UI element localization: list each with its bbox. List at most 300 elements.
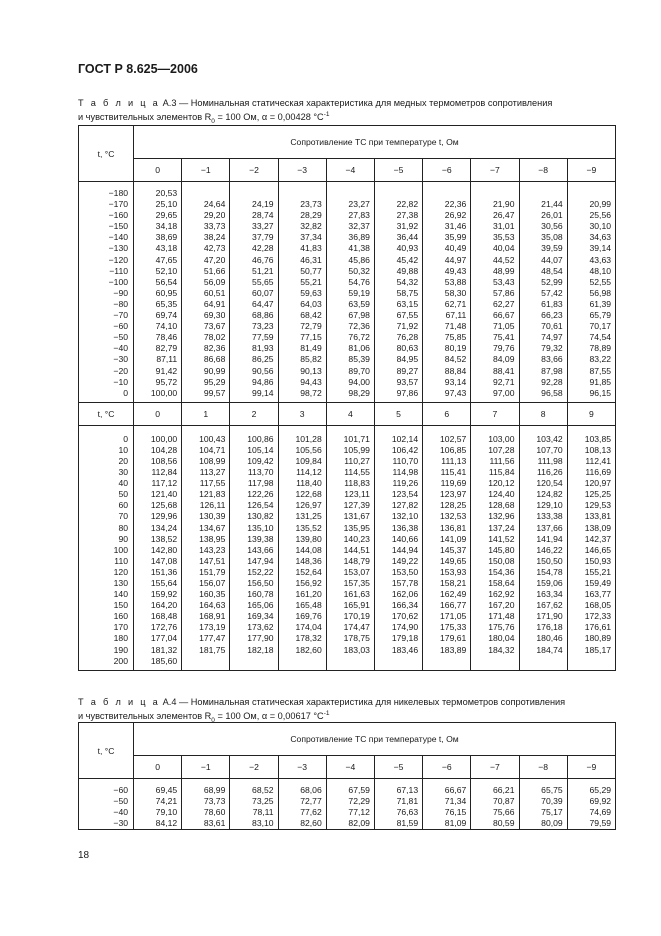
resistance-value: 69,30 — [203, 310, 226, 321]
header-row — [79, 723, 616, 756]
resistance-value: 35,08 — [541, 232, 563, 243]
resistance-column — [182, 779, 230, 830]
resistance-value: 48,10 — [589, 265, 612, 276]
column-label: −1 — [182, 159, 230, 182]
column-label: 1 — [182, 402, 230, 425]
resistance-value: 84,95 — [396, 354, 419, 365]
resistance-value: 103,42 — [536, 433, 563, 444]
resistance-value: 78,60 — [203, 807, 226, 818]
resistance-column — [230, 779, 278, 830]
resistance-value: 121,40 — [150, 489, 178, 500]
resistance-value: 59,19 — [348, 287, 370, 298]
resistance-column — [278, 779, 326, 830]
resistance-value: 22,82 — [396, 199, 419, 210]
resistance-value: 123,11 — [344, 489, 370, 500]
column-label: −1 — [182, 756, 230, 779]
table-a3-caption-line1: А.3 — Номинальная статическая характеристика для медных термометров сопротивления — [162, 98, 553, 108]
column-label: −8 — [519, 159, 567, 182]
resistance-column — [567, 182, 615, 403]
resistance-value: 65,79 — [589, 310, 612, 321]
temperature-value: 0 — [123, 433, 128, 444]
resistance-value: 184,74 — [536, 644, 563, 655]
resistance-value: 53,43 — [492, 276, 515, 287]
resistance-value: 96,15 — [589, 387, 612, 398]
resistance-value: 88,41 — [492, 365, 515, 376]
resistance-value: 27,38 — [396, 210, 419, 221]
resistance-value: 155,64 — [150, 578, 178, 588]
resistance-value: 119,26 — [392, 478, 419, 489]
resistance-column — [374, 779, 422, 830]
resistance-value: 79,76 — [492, 343, 515, 354]
resistance-value: 71,34 — [444, 796, 467, 807]
resistance-value: 108,13 — [584, 444, 612, 455]
resistance-value: 50,77 — [300, 265, 322, 276]
resistance-value: 154,36 — [488, 566, 515, 577]
resistance-value: 171,05 — [440, 611, 467, 622]
resistance-value: 105,99 — [343, 444, 370, 455]
column-labels-row — [79, 402, 616, 425]
resistance-value: 176,61 — [584, 622, 612, 633]
resistance-value: 147,08 — [150, 555, 178, 566]
resistance-value: 94,43 — [300, 376, 322, 387]
resistance-value: 141,52 — [488, 533, 515, 544]
resistance-value: 36,89 — [348, 232, 370, 243]
resistance-value: 87,55 — [589, 365, 612, 376]
table-a3-caption-line2: и чувствительных элементов R — [78, 112, 212, 123]
resistance-value: 66,23 — [541, 310, 563, 321]
resistance-column — [567, 779, 615, 830]
resistance-value: 173,19 — [199, 622, 226, 633]
resistance-value: 136,38 — [391, 522, 419, 533]
resistance-value: 162,49 — [440, 589, 467, 600]
temperature-value: −160 — [108, 210, 128, 221]
resistance-value: 143,66 — [247, 544, 274, 555]
resistance-value: 183,89 — [440, 644, 467, 655]
resistance-value: 174,04 — [295, 622, 322, 633]
resistance-value: 111,56 — [489, 455, 515, 466]
resistance-value: 80,59 — [492, 818, 515, 829]
resistance-value: 126,97 — [295, 500, 322, 511]
resistance-column — [278, 182, 326, 403]
resistance-value: 159,92 — [150, 589, 178, 600]
page-number: 18 — [78, 850, 90, 861]
resistance-value: 111,13 — [441, 455, 467, 466]
resistance-value: 122,68 — [295, 489, 322, 500]
resistance-value: 153,93 — [440, 566, 467, 577]
resistance-column — [567, 425, 615, 670]
resistance-value: 145,37 — [440, 544, 467, 555]
resistance-value: 87,11 — [156, 354, 178, 365]
resistance-value: 120,97 — [584, 478, 612, 489]
resistance-value: 58,30 — [444, 287, 467, 298]
resistance-value: 104,28 — [150, 444, 178, 455]
temperature-value: −120 — [108, 254, 128, 265]
resistance-value: 116,26 — [537, 467, 563, 478]
resistance-value: 36,44 — [396, 232, 419, 243]
resistance-value: 95,29 — [203, 376, 226, 387]
resistance-value: 88,84 — [444, 365, 467, 376]
temperature-value: −20 — [113, 365, 128, 376]
resistance-value: 53,88 — [444, 276, 467, 287]
resistance-value: 180,46 — [536, 633, 563, 644]
resistance-value: 43,63 — [589, 254, 612, 265]
temperature-value: 130 — [113, 578, 128, 588]
resistance-value: 83,61 — [203, 818, 226, 829]
resistance-value: 77,15 — [300, 332, 322, 343]
resistance-value: 180,04 — [488, 633, 515, 644]
temperature-value: −60 — [113, 321, 128, 332]
resistance-value: 48,99 — [492, 265, 515, 276]
resistance-value: 29,20 — [203, 210, 226, 221]
resistance-value: 93,14 — [444, 376, 467, 387]
resistance-header: Сопротивление ТС при температуре t, Ом — [134, 723, 616, 756]
resistance-value: 82,36 — [203, 343, 226, 354]
resistance-value: 24,64 — [203, 199, 226, 210]
resistance-value: 64,91 — [203, 298, 226, 309]
resistance-value: 46,76 — [252, 254, 274, 265]
resistance-value: 44,52 — [492, 254, 515, 265]
resistance-value: 62,27 — [492, 298, 515, 309]
resistance-value: 140,66 — [391, 533, 419, 544]
temperature-value: 80 — [118, 522, 128, 533]
column-labels-row — [79, 159, 616, 182]
column-label: 0 — [134, 756, 182, 779]
resistance-value: 71,92 — [396, 321, 419, 332]
resistance-value: 90,99 — [203, 365, 226, 376]
resistance-value: 38,24 — [203, 232, 226, 243]
resistance-value: 69,45 — [155, 785, 178, 795]
resistance-value: 142,37 — [584, 533, 612, 544]
resistance-value: 112,84 — [151, 467, 178, 478]
resistance-value: 108,99 — [199, 455, 226, 466]
resistance-value: 178,75 — [343, 633, 370, 644]
resistance-value: 114,98 — [392, 467, 419, 478]
resistance-value: 75,41 — [492, 332, 515, 343]
resistance-value: 46,31 — [300, 254, 322, 265]
resistance-value: 75,17 — [541, 807, 563, 818]
resistance-value: 168,91 — [199, 611, 226, 622]
resistance-value: 151,36 — [150, 566, 178, 577]
resistance-value: 159,06 — [536, 578, 563, 588]
resistance-value: 101,71 — [343, 433, 370, 444]
resistance-value: 102,14 — [391, 433, 419, 444]
table-a3-label: Т а б л и ц а — [78, 98, 161, 108]
resistance-value: 165,48 — [295, 600, 322, 611]
resistance-value: 121,83 — [199, 489, 226, 500]
temperature-header: t, °С — [79, 723, 134, 779]
document-header: ГОСТ Р 8.625—2006 — [78, 62, 198, 76]
resistance-value: 150,50 — [536, 555, 563, 566]
resistance-value: 61,39 — [589, 298, 612, 309]
resistance-value: 178,32 — [295, 633, 322, 644]
resistance-value: 111,98 — [537, 455, 563, 466]
temperature-value: 180 — [113, 633, 128, 644]
temperature-value: −90 — [113, 287, 128, 298]
temperature-value: −140 — [108, 232, 128, 243]
resistance-value: 116,69 — [585, 467, 612, 478]
resistance-value: 94,00 — [348, 376, 370, 387]
resistance-value: 90,13 — [300, 365, 322, 376]
resistance-value: 144,51 — [343, 544, 370, 555]
resistance-value: 82,79 — [155, 343, 178, 354]
resistance-value: 48,54 — [541, 265, 563, 276]
temperature-value: 100 — [113, 544, 128, 555]
table-a4-caption-line1: А.4 — Номинальная статическая характеристика для никелевых термометров сопротивления — [162, 697, 566, 707]
resistance-value: 31,92 — [396, 221, 419, 232]
resistance-header: Сопротивление ТС при температуре t, Ом — [134, 126, 616, 159]
temperature-value: 40 — [118, 478, 128, 489]
resistance-value: 81,09 — [444, 818, 467, 829]
column-label: 9 — [567, 402, 615, 425]
temperature-value: 70 — [118, 511, 128, 522]
resistance-value: 72,29 — [348, 796, 370, 807]
resistance-value: 21,44 — [541, 199, 563, 210]
resistance-value: 67,11 — [445, 310, 467, 321]
resistance-value: 64,03 — [300, 298, 322, 309]
resistance-value: 78,11 — [252, 807, 274, 818]
resistance-value: 159,49 — [584, 578, 612, 588]
resistance-value: 123,54 — [391, 489, 419, 500]
resistance-value — [230, 188, 273, 199]
resistance-value — [568, 656, 611, 667]
resistance-value — [279, 656, 322, 667]
column-label: 4 — [326, 402, 374, 425]
resistance-value: 78,02 — [203, 332, 226, 343]
temperature-value: −50 — [113, 796, 128, 807]
resistance-value: 41,83 — [300, 243, 322, 254]
resistance-value: 87,98 — [541, 365, 563, 376]
resistance-value: 50,32 — [348, 265, 370, 276]
resistance-column — [278, 425, 326, 670]
resistance-value: 93,57 — [396, 376, 419, 387]
resistance-value: 160,35 — [199, 589, 226, 600]
resistance-value: 118,83 — [344, 478, 370, 489]
resistance-value: 134,67 — [199, 522, 226, 533]
temperature-value: −180 — [108, 188, 128, 198]
resistance-value: 118,40 — [296, 478, 322, 489]
resistance-value: 128,68 — [488, 500, 515, 511]
resistance-value: 172,33 — [584, 611, 612, 622]
resistance-value: 175,76 — [488, 622, 515, 633]
resistance-value — [182, 656, 225, 667]
resistance-value: 156,92 — [295, 578, 322, 588]
temperature-value: 30 — [118, 467, 128, 478]
resistance-value: 56,54 — [155, 276, 178, 287]
resistance-value: 84,12 — [155, 818, 178, 829]
data-block — [79, 182, 616, 403]
resistance-value: 68,42 — [300, 310, 322, 321]
table-a3-caption-alpha: = 100 Ом, α = 0,00428 °С — [214, 112, 324, 123]
resistance-value — [423, 188, 466, 199]
resistance-value: 138,09 — [584, 522, 612, 533]
resistance-value: 40,49 — [444, 243, 467, 254]
resistance-value: 89,70 — [348, 365, 370, 376]
temperature-value: 0 — [123, 387, 128, 398]
table-a3 — [78, 125, 616, 671]
resistance-value: 96,58 — [541, 387, 563, 398]
resistance-value: 70,17 — [589, 321, 612, 332]
resistance-value: 175,33 — [440, 622, 467, 633]
header-row — [79, 126, 616, 159]
resistance-value: 120,54 — [536, 478, 563, 489]
resistance-value: 135,52 — [295, 522, 322, 533]
resistance-value: 129,96 — [150, 511, 178, 522]
resistance-value: 51,66 — [203, 265, 226, 276]
resistance-value: 124,40 — [488, 489, 515, 500]
temperature-value: −40 — [113, 807, 128, 818]
resistance-value: 49,88 — [396, 265, 419, 276]
resistance-value: 160,78 — [247, 589, 274, 600]
resistance-column — [374, 182, 422, 403]
resistance-value: 117,55 — [199, 478, 226, 489]
resistance-value: 117,12 — [151, 478, 178, 489]
resistance-value: 108,56 — [150, 455, 178, 466]
resistance-value: 47,65 — [155, 254, 178, 265]
resistance-value: 169,76 — [295, 611, 322, 622]
data-block — [79, 425, 616, 670]
resistance-value: 177,47 — [199, 633, 226, 644]
resistance-value: 99,14 — [252, 387, 274, 398]
resistance-value: 139,38 — [247, 533, 274, 544]
resistance-value: 26,01 — [541, 210, 563, 221]
column-label: −5 — [374, 756, 422, 779]
resistance-value: 91,42 — [155, 365, 178, 376]
resistance-value — [230, 656, 273, 667]
table-a3-unit-superscript: -1 — [323, 111, 330, 118]
resistance-value: 144,94 — [391, 544, 419, 555]
resistance-value: 153,07 — [343, 566, 370, 577]
resistance-value: 123,97 — [440, 489, 467, 500]
resistance-value: 145,80 — [488, 544, 515, 555]
table-a4-caption-line2: и чувствительных элементов R — [78, 711, 212, 722]
temperature-column — [79, 425, 134, 670]
resistance-value: 125,25 — [584, 489, 612, 500]
resistance-value: 73,73 — [203, 796, 226, 807]
resistance-value: 23,27 — [348, 199, 370, 210]
resistance-value: 45,86 — [348, 254, 370, 265]
resistance-value: 77,59 — [252, 332, 274, 343]
resistance-value: 65,35 — [155, 298, 178, 309]
column-label: 7 — [471, 402, 519, 425]
resistance-value: 28,29 — [300, 210, 322, 221]
resistance-value: 77,12 — [348, 807, 370, 818]
resistance-value: 166,34 — [391, 600, 419, 611]
resistance-value: 166,77 — [440, 600, 467, 611]
temperature-value: −10 — [113, 376, 128, 387]
column-label: −4 — [326, 159, 374, 182]
resistance-value: 100,00 — [150, 387, 178, 398]
resistance-value: 39,59 — [541, 243, 563, 254]
temperature-value: −80 — [113, 298, 128, 309]
resistance-value: 148,36 — [295, 555, 322, 566]
resistance-value: 84,09 — [492, 354, 515, 365]
resistance-value: 126,11 — [199, 500, 226, 511]
column-label: 3 — [278, 402, 326, 425]
temperature-value: 140 — [113, 589, 128, 600]
column-label: −4 — [326, 756, 374, 779]
resistance-value: 79,10 — [155, 807, 178, 818]
resistance-value: 129,53 — [584, 500, 612, 511]
resistance-value: 40,04 — [492, 243, 515, 254]
resistance-value: 132,10 — [391, 511, 419, 522]
resistance-value — [471, 656, 514, 667]
resistance-value: 26,92 — [444, 210, 467, 221]
resistance-value: 137,66 — [536, 522, 563, 533]
resistance-value: 58,75 — [396, 287, 419, 298]
resistance-value: 78,89 — [589, 343, 612, 354]
resistance-column — [134, 425, 182, 670]
resistance-value: 23,73 — [300, 199, 322, 210]
resistance-value: 31,46 — [444, 221, 467, 232]
resistance-value: 153,50 — [391, 566, 419, 577]
resistance-value: 177,04 — [150, 633, 178, 644]
resistance-value: 158,64 — [488, 578, 515, 588]
table-a4-caption-alpha: = 100 Ом, α = 0,00617 °С — [214, 711, 324, 722]
resistance-value: 113,70 — [247, 467, 274, 478]
resistance-value: 77,62 — [300, 807, 322, 818]
resistance-value: 124,82 — [536, 489, 563, 500]
temperature-value: −150 — [108, 221, 128, 232]
resistance-value: 107,70 — [536, 444, 563, 455]
resistance-value: 32,82 — [300, 221, 322, 232]
resistance-value: 172,76 — [150, 622, 178, 633]
resistance-value: 136,81 — [440, 522, 467, 533]
temperature-value: 50 — [118, 489, 128, 500]
resistance-value: 79,59 — [589, 818, 612, 829]
resistance-value: 30,10 — [589, 221, 612, 232]
table-a4-r0-subscript: 0 — [211, 716, 215, 724]
resistance-value: 115,41 — [440, 467, 467, 478]
resistance-value: 27,83 — [348, 210, 370, 221]
resistance-value: 75,85 — [444, 332, 467, 343]
resistance-value: 183,46 — [391, 644, 419, 655]
resistance-value: 68,99 — [203, 785, 226, 795]
resistance-value: 92,71 — [492, 376, 515, 387]
column-label: −5 — [374, 159, 422, 182]
resistance-value: 163,77 — [584, 589, 612, 600]
resistance-value: 52,55 — [589, 276, 612, 287]
resistance-value: 161,63 — [343, 589, 370, 600]
resistance-value: 98,29 — [348, 387, 370, 398]
resistance-value: 22,36 — [444, 199, 467, 210]
resistance-column — [471, 425, 519, 670]
resistance-value: 81,93 — [252, 343, 274, 354]
column-label: −3 — [278, 756, 326, 779]
resistance-value: 179,18 — [391, 633, 419, 644]
resistance-value: 76,72 — [348, 332, 370, 343]
resistance-value: 141,09 — [440, 533, 467, 544]
resistance-column — [230, 425, 278, 670]
temperature-column — [79, 182, 134, 403]
table-a4-label: Т а б л и ц а — [78, 697, 161, 707]
resistance-value: 25,56 — [589, 210, 612, 221]
resistance-value: 33,27 — [252, 221, 274, 232]
resistance-column — [519, 182, 567, 403]
resistance-value: 80,19 — [444, 343, 467, 354]
resistance-value: 54,32 — [396, 276, 419, 287]
resistance-value: 131,67 — [343, 511, 370, 522]
temperature-value: 120 — [113, 566, 128, 577]
resistance-value: 170,62 — [391, 611, 419, 622]
resistance-value: 155,21 — [584, 566, 612, 577]
resistance-value: 65,29 — [589, 785, 612, 795]
resistance-value: 181,75 — [199, 644, 226, 655]
resistance-value: 47,20 — [203, 254, 226, 265]
resistance-value: 131,25 — [295, 511, 322, 522]
resistance-column — [423, 425, 471, 670]
resistance-value: 79,32 — [541, 343, 563, 354]
resistance-column — [519, 779, 567, 830]
